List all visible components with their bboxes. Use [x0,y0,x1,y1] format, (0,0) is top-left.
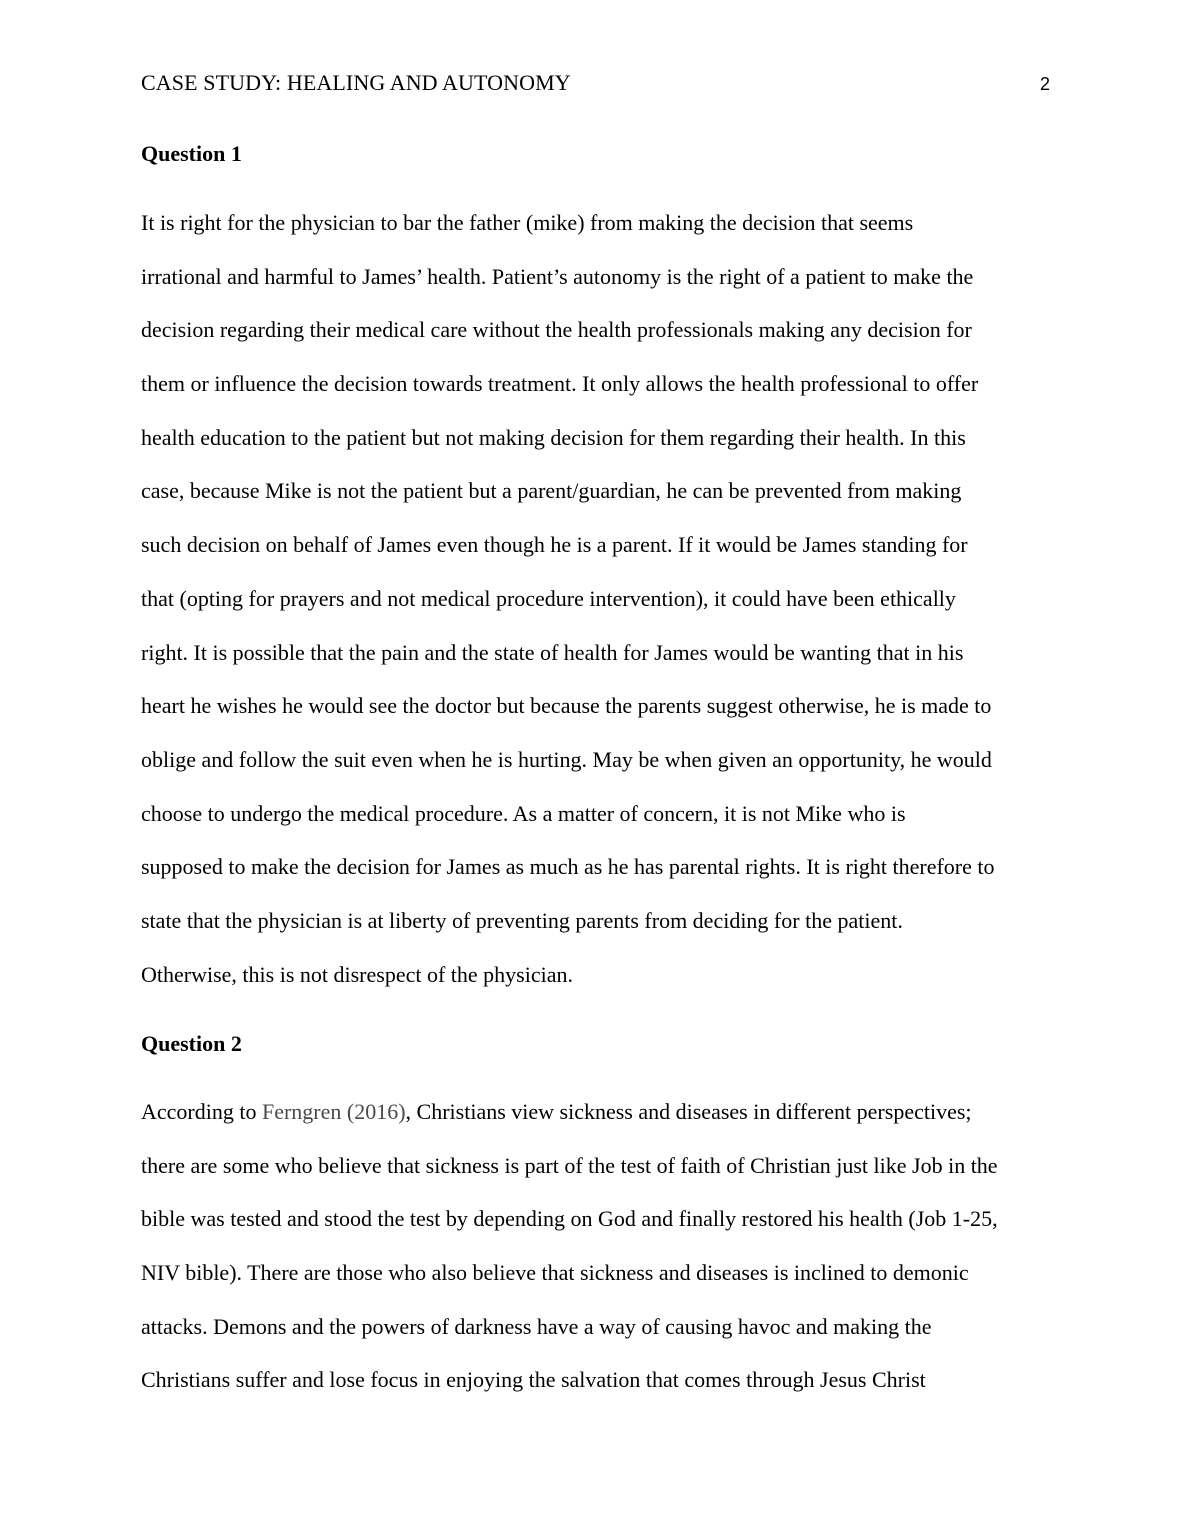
paragraph-line: them or influence the decision towards treatment. It only allows the health professional to offer [141,371,979,397]
paragraph-line: supposed to make the decision for James as much as he has parental rights. It is right therefore to [141,854,995,880]
paragraph-line: It is right for the physician to bar the father (mike) from making the decision that seems [141,210,914,235]
paragraph-line: NIV bible). There are those who also believe that sickness and diseases is inclined to demonic [141,1260,969,1286]
page-number: 2 [1039,74,1050,94]
question-1-paragraph [141,196,1053,1001]
question-1-heading: Question 1 [141,141,242,166]
paragraph-line: irrational and harmful to James’ health. Patient’s autonomy is the right of a patient to make the [141,263,974,289]
paragraph-line: heart he wishes he would see the doctor but because the parents suggest otherwise, he is made to [141,693,992,719]
paragraph-line: that (opting for prayers and not medical procedure intervention), it could have been ethically [141,585,956,611]
paragraph-line: attacks. Demons and the powers of darkness have a way of causing havoc and making the [141,1313,932,1339]
paragraph-line: state that the physician is at liberty of preventing parents from deciding for the patient. [141,907,903,933]
paragraph-line: there are some who believe that sickness is part of the test of faith of Christian just like Job in the [141,1152,998,1178]
paragraph-line: decision regarding their medical care without the health professionals making any decision for [141,317,972,343]
paragraph-line: right. It is possible that the pain and the state of health for James would be wanting that in his [141,639,964,665]
running-head: CASE STUDY: HEALING AND AUTONOMY [141,70,571,95]
citation-link[interactable]: Ferngren (2016) [261,1099,406,1124]
question-2-paragraph [141,1085,1053,1407]
paragraph-line: such decision on behalf of James even though he is a parent. If it would be James standing for [141,532,968,558]
line-suffix: , Christians view sickness and diseases in different perspectives; [405,1099,972,1124]
line-prefix: According to [141,1099,262,1124]
paragraph-line: Otherwise, this is not disrespect of the physician. [141,961,573,987]
paragraph-line: health education to the patient but not making decision for them regarding their health. In this [141,424,966,450]
paragraph-line: choose to undergo the medical procedure. As a matter of concern, it is not Mike who is [141,800,906,826]
paragraph-line: oblige and follow the suit even when he is hurting. May be when given an opportunity, he would [141,746,992,772]
paragraph-line: Christians suffer and lose focus in enjoying the salvation that comes through Jesus Christ [141,1367,926,1393]
paragraph-line: bible was tested and stood the test by depending on God and finally restored his health (Job 1-25, [141,1206,998,1232]
paragraph-line: case, because Mike is not the patient but a parent/guardian, he can be prevented from making [141,478,962,504]
paragraph-line [141,1085,1053,1139]
question-2-heading: Question 2 [141,1031,242,1056]
